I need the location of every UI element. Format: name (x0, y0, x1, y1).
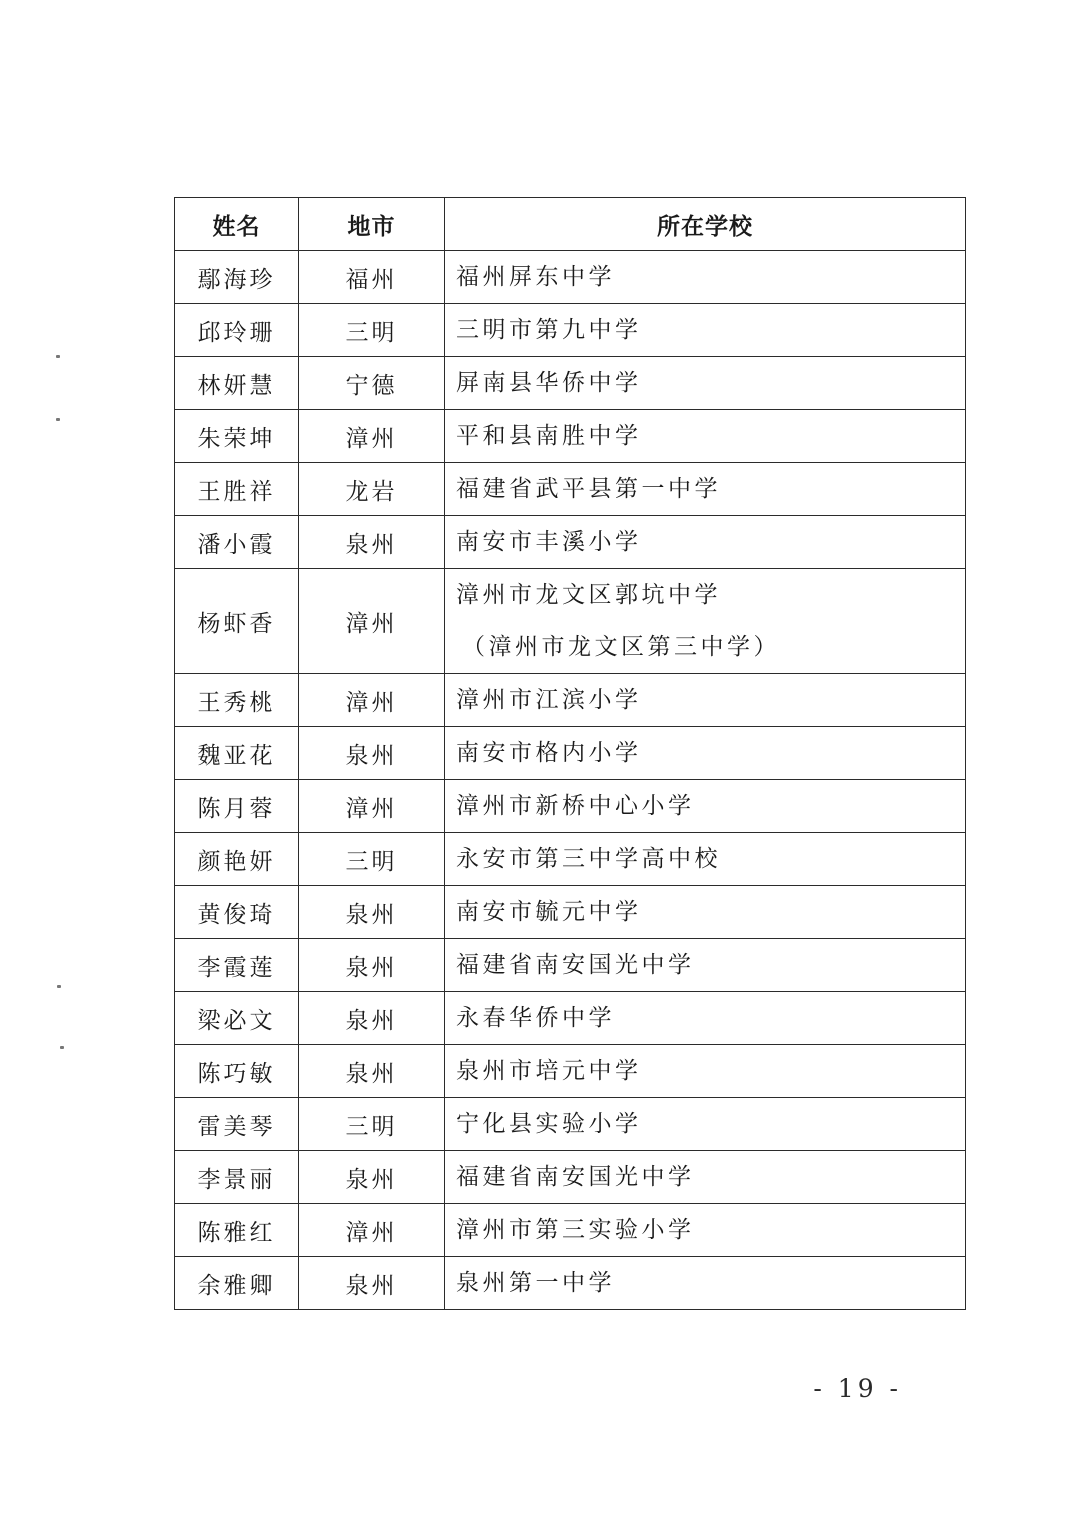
table-row (175, 1098, 966, 1151)
cell-school (445, 410, 966, 463)
cell-school (445, 463, 966, 516)
school-line: 永安市第三中学高中校 (456, 846, 721, 872)
table-row (175, 251, 966, 304)
cell-name: 朱荣坤 (175, 410, 299, 463)
cell-name: 潘小霞 (175, 516, 299, 569)
cell-name: 鄢海珍 (175, 251, 299, 304)
table-row (175, 357, 966, 410)
cell-school (445, 1045, 966, 1098)
teacher-roster-table (174, 197, 966, 1310)
cell-school (445, 1257, 966, 1310)
cell-school (445, 674, 966, 727)
school-line: 宁化县实验小学 (456, 1111, 642, 1137)
cell-school (445, 304, 966, 357)
table-header-row (175, 198, 966, 251)
scan-speck (60, 1046, 64, 1049)
cell-school (445, 727, 966, 780)
school-line: 福建省南安国光中学 (456, 1164, 695, 1190)
cell-school (445, 886, 966, 939)
school-line: 福建省南安国光中学 (456, 952, 695, 978)
cell-name: 邱玲珊 (175, 304, 299, 357)
cell-city: 三明 (299, 304, 445, 357)
cell-name: 黄俊琦 (175, 886, 299, 939)
table-row (175, 727, 966, 780)
cell-school (445, 1098, 966, 1151)
school-line: 永春华侨中学 (456, 1005, 615, 1031)
school-line: 南安市毓元中学 (456, 899, 642, 925)
school-line: 南安市丰溪小学 (456, 529, 642, 555)
table-row (175, 833, 966, 886)
cell-city: 泉州 (299, 1257, 445, 1310)
cell-name: 陈雅红 (175, 1204, 299, 1257)
cell-name: 陈月蓉 (175, 780, 299, 833)
cell-school (445, 569, 966, 674)
cell-name: 李景丽 (175, 1151, 299, 1204)
table-row (175, 992, 966, 1045)
table-row (175, 516, 966, 569)
table-row (175, 463, 966, 516)
cell-school (445, 251, 966, 304)
cell-city: 宁德 (299, 357, 445, 410)
cell-city: 福州 (299, 251, 445, 304)
cell-school (445, 1151, 966, 1204)
cell-name: 雷美琴 (175, 1098, 299, 1151)
table-row (175, 939, 966, 992)
scan-speck (56, 418, 60, 421)
cell-city: 漳州 (299, 569, 445, 674)
school-line: 漳州市新桥中心小学 (456, 793, 695, 819)
cell-city: 泉州 (299, 886, 445, 939)
cell-name: 颜艳妍 (175, 833, 299, 886)
school-line: 漳州市第三实验小学 (456, 1217, 695, 1243)
header-name: 姓名 (175, 198, 299, 251)
table-row (175, 569, 966, 674)
cell-school (445, 357, 966, 410)
table-row (175, 1204, 966, 1257)
school-line: 福州屏东中学 (456, 264, 615, 290)
table-row (175, 780, 966, 833)
school-line: 泉州市培元中学 (456, 1058, 642, 1084)
cell-city: 泉州 (299, 992, 445, 1045)
school-line: 平和县南胜中学 (456, 423, 642, 449)
cell-name: 林妍慧 (175, 357, 299, 410)
table-row (175, 886, 966, 939)
school-line: 三明市第九中学 (456, 317, 642, 343)
cell-city: 漳州 (299, 674, 445, 727)
school-line: （漳州市龙文区第三中学） (462, 634, 780, 660)
scan-speck (56, 355, 60, 358)
cell-name: 梁必文 (175, 992, 299, 1045)
cell-city: 三明 (299, 833, 445, 886)
header-city: 地市 (299, 198, 445, 251)
cell-school (445, 780, 966, 833)
cell-school (445, 516, 966, 569)
cell-city: 泉州 (299, 939, 445, 992)
cell-city: 泉州 (299, 1151, 445, 1204)
table-body (175, 251, 966, 1310)
school-line: 泉州第一中学 (456, 1270, 615, 1296)
cell-city: 漳州 (299, 410, 445, 463)
school-line: 屏南县华侨中学 (456, 370, 642, 396)
cell-name: 杨虾香 (175, 569, 299, 674)
cell-name: 陈巧敏 (175, 1045, 299, 1098)
table-row (175, 1151, 966, 1204)
scan-speck (57, 985, 61, 988)
cell-city: 三明 (299, 1098, 445, 1151)
cell-school (445, 1204, 966, 1257)
cell-name: 王胜祥 (175, 463, 299, 516)
table-row (175, 304, 966, 357)
cell-school (445, 833, 966, 886)
page-number: - 19 - (813, 1374, 902, 1403)
table-row (175, 1257, 966, 1310)
table-row (175, 410, 966, 463)
school-line: 漳州市龙文区郭坑中学 (456, 582, 721, 608)
cell-name: 王秀桃 (175, 674, 299, 727)
school-line: 南安市格内小学 (456, 740, 642, 766)
school-line: 漳州市江滨小学 (456, 687, 642, 713)
cell-city: 龙岩 (299, 463, 445, 516)
table-row (175, 1045, 966, 1098)
cell-name: 魏亚花 (175, 727, 299, 780)
cell-school (445, 992, 966, 1045)
cell-school (445, 939, 966, 992)
cell-city: 泉州 (299, 1045, 445, 1098)
header-school: 所在学校 (445, 198, 966, 251)
table-row (175, 674, 966, 727)
cell-city: 泉州 (299, 516, 445, 569)
cell-name: 余雅卿 (175, 1257, 299, 1310)
school-line: 福建省武平县第一中学 (456, 476, 721, 502)
cell-city: 泉州 (299, 727, 445, 780)
cell-name: 李霞莲 (175, 939, 299, 992)
cell-city: 漳州 (299, 1204, 445, 1257)
cell-city: 漳州 (299, 780, 445, 833)
